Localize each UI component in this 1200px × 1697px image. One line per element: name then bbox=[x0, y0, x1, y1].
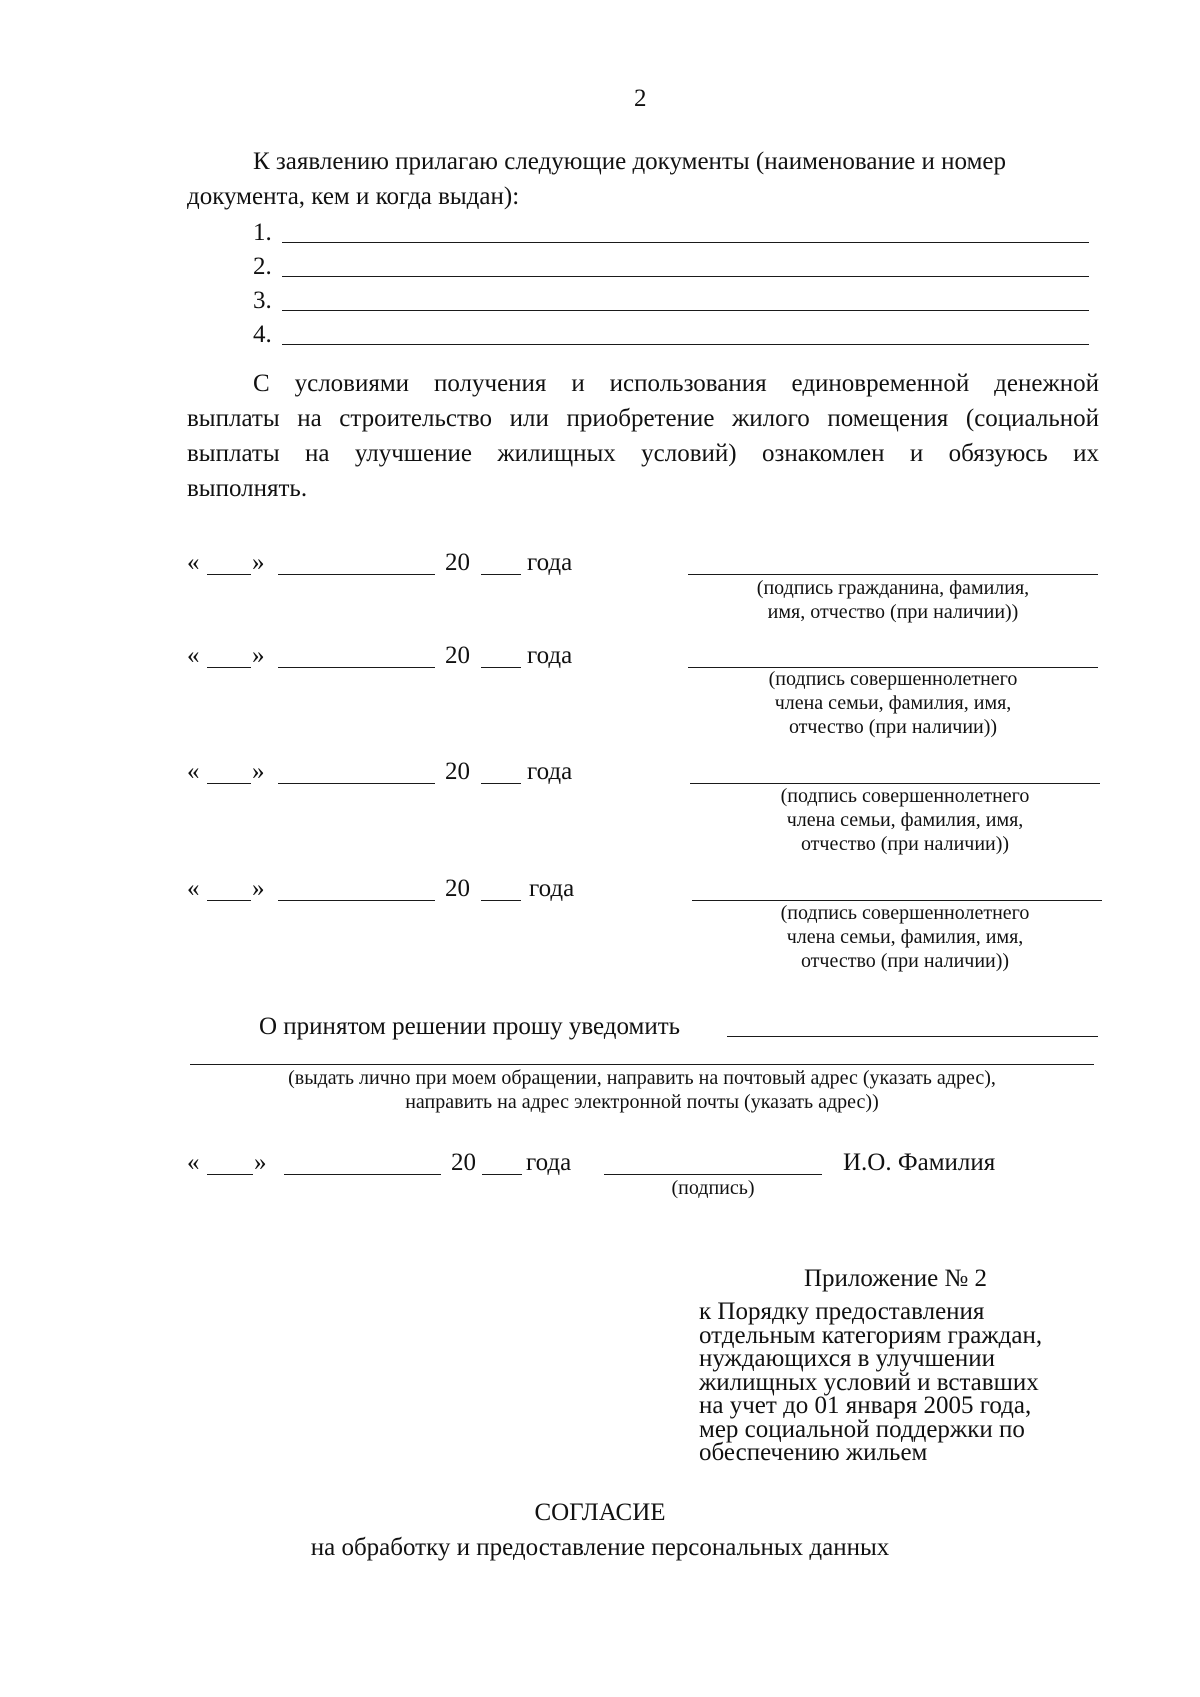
attachment-item-line[interactable] bbox=[282, 344, 1089, 345]
signature-field[interactable] bbox=[604, 1174, 822, 1175]
conditions-line: выплаты на строительство или приобретение жилого помещения (социальной bbox=[187, 405, 1099, 432]
year-prefix: 20 bbox=[445, 549, 470, 576]
signature-field[interactable] bbox=[688, 574, 1098, 575]
month-field[interactable] bbox=[284, 1174, 441, 1175]
appendix-title: Приложение № 2 bbox=[804, 1265, 988, 1292]
attachment-item-number: 3. bbox=[253, 287, 272, 314]
year-field[interactable] bbox=[481, 667, 521, 668]
attachment-item-line[interactable] bbox=[282, 276, 1089, 277]
signature-caption: (подпись) bbox=[671, 1177, 755, 1199]
signature-caption: (подпись совершеннолетнего члена семьи, фамилия, имя, отчество (при наличии)) bbox=[780, 785, 1030, 855]
consent-subtitle: на обработку и предоставление персональных данных bbox=[310, 1534, 890, 1561]
year-field[interactable] bbox=[481, 900, 521, 901]
final-date-row bbox=[0, 1148, 1200, 1178]
signer-name: И.О. Фамилия bbox=[843, 1149, 996, 1176]
conditions-paragraph bbox=[187, 366, 1099, 506]
day-field[interactable] bbox=[207, 574, 251, 575]
year-suffix: года bbox=[526, 1149, 572, 1176]
year-suffix: года bbox=[527, 642, 573, 669]
conditions-line: С условиями получения и использования единовременной денежной bbox=[253, 370, 1099, 397]
close-quote: » bbox=[252, 758, 265, 785]
attachments-intro-line2: документа, кем и когда выдан): bbox=[187, 183, 520, 210]
notify-field[interactable] bbox=[727, 1036, 1098, 1037]
year-suffix: года bbox=[527, 549, 573, 576]
notify-label: О принятом решении прошу уведомить bbox=[259, 1013, 681, 1040]
day-field[interactable] bbox=[207, 900, 251, 901]
month-field[interactable] bbox=[278, 900, 435, 901]
open-quote: « bbox=[187, 642, 200, 669]
year-field[interactable] bbox=[481, 574, 521, 575]
open-quote: « bbox=[187, 1149, 200, 1176]
year-prefix: 20 bbox=[445, 758, 470, 785]
signature-caption: (подпись гражданина, фамилия, имя, отчество (при наличии)) bbox=[756, 577, 1030, 623]
close-quote: » bbox=[252, 875, 265, 902]
attachment-item-number: 2. bbox=[253, 253, 272, 280]
appendix-text: к Порядку предоставления отдельным категориям граждан, нуждающихся в улучшении жилищных условий и вставших на учет до 01 января 2005 года, мер социальной поддержки по обеспечению жильем bbox=[699, 1298, 1043, 1466]
month-field[interactable] bbox=[278, 574, 435, 575]
year-prefix: 20 bbox=[445, 875, 470, 902]
notify-field-second-line[interactable] bbox=[190, 1064, 1094, 1065]
day-field[interactable] bbox=[207, 783, 251, 784]
year-suffix: года bbox=[529, 875, 575, 902]
month-field[interactable] bbox=[278, 667, 435, 668]
year-field[interactable] bbox=[481, 783, 521, 784]
attachment-item-number: 1. bbox=[253, 219, 272, 246]
day-field[interactable] bbox=[207, 667, 251, 668]
open-quote: « bbox=[187, 875, 200, 902]
conditions-line: выполнять. bbox=[187, 475, 308, 502]
notify-caption: (выдать лично при моем обращении, направить на почтовый адрес (указать адрес), направить на адрес электронной почты (указать адрес)) bbox=[288, 1067, 996, 1113]
signature-caption: (подпись совершеннолетнего члена семьи, фамилия, имя, отчество (при наличии)) bbox=[768, 668, 1018, 738]
attachment-item-line[interactable] bbox=[282, 310, 1089, 311]
close-quote: » bbox=[254, 1149, 267, 1176]
year-field[interactable] bbox=[482, 1174, 522, 1175]
open-quote: « bbox=[187, 549, 200, 576]
day-field[interactable] bbox=[207, 1174, 253, 1175]
page-number: 2 bbox=[634, 85, 647, 112]
close-quote: » bbox=[252, 549, 265, 576]
year-suffix: года bbox=[527, 758, 573, 785]
attachment-item-line[interactable] bbox=[282, 242, 1089, 243]
close-quote: » bbox=[252, 642, 265, 669]
conditions-line: выплаты на улучшение жилищных условий) ознакомлен и обязуюсь их bbox=[187, 440, 1099, 467]
signature-caption: (подпись совершеннолетнего члена семьи, фамилия, имя, отчество (при наличии)) bbox=[780, 902, 1030, 972]
attachment-item-number: 4. bbox=[253, 321, 272, 348]
attachments-intro-line1: К заявлению прилагаю следующие документы (наименование и номер bbox=[253, 148, 1006, 175]
month-field[interactable] bbox=[278, 783, 435, 784]
open-quote: « bbox=[187, 758, 200, 785]
year-prefix: 20 bbox=[445, 642, 470, 669]
consent-title: СОГЛАСИЕ bbox=[534, 1499, 666, 1526]
year-prefix: 20 bbox=[451, 1149, 476, 1176]
